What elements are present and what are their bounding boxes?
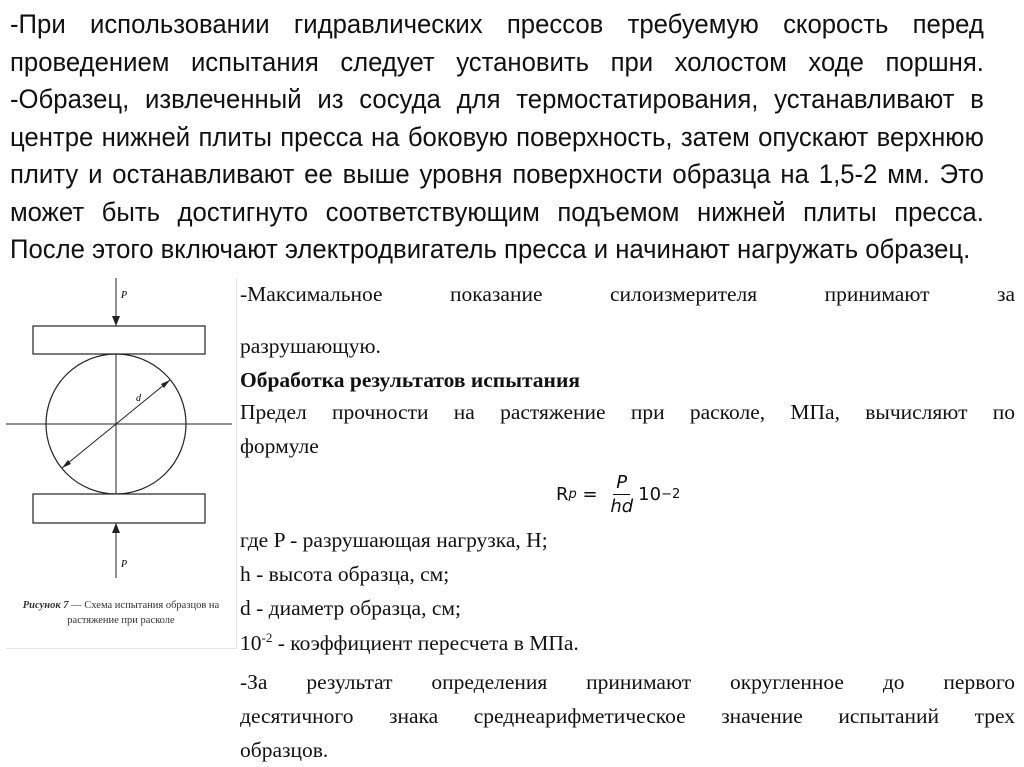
coef-exp: -2 — [261, 630, 273, 645]
section-heading: Обработка результатов испытания — [240, 368, 580, 392]
result-line-1: -За результат определения принимают округленное до первого — [240, 670, 1015, 694]
formula-lhs-sub: p — [568, 487, 577, 502]
strength-line-1: Предел прочности на растяжение при расколе, МПа, вычисляют по — [240, 400, 1015, 424]
where-h-line: h - высота образца, см; — [240, 562, 450, 586]
paragraph-specimen-placement: -Образец, извлеченный из сосуда для термостатирования, устанавливают в центре нижней плиты пресса на боковую поверхность, затем опускают верхнюю плиту и останавливают ее выше уровня поверхности образца на 1,5-2 мм. Это может быть достигнуто соответствующим подъемом нижней плиты пресса. После этого включают электродвигатель пресса и начинают нагружать образец. — [10, 84, 984, 264]
top-force-arrow — [112, 316, 120, 326]
lower-plate — [33, 494, 205, 523]
top-force-label: P — [121, 290, 128, 301]
figure-caption — [8, 598, 234, 628]
formula-fraction — [607, 472, 636, 517]
max-reading-line: -Максимальное показание силоизмерителя принимают за — [240, 282, 1015, 306]
coefficient-line — [240, 630, 579, 656]
coef-text: - коэффициент пересчета в МПа. — [272, 631, 579, 656]
bottom-force-arrow — [112, 523, 120, 533]
formula-factor-exp: −2 — [661, 487, 681, 502]
caption-prefix: Рисунок 7 — [22, 600, 69, 611]
bottom-force-label: P — [121, 559, 128, 570]
caption-text: — Схема испытания образцов на растяжение при расколе — [67, 600, 220, 626]
intro-text — [10, 6, 984, 269]
formula-lhs: R — [556, 484, 569, 505]
where-d-line: d - диаметр образца, см; — [240, 596, 461, 620]
where-p-line: где P - разрушающая нагрузка, Н; — [240, 528, 548, 552]
formula-equals: = — [576, 484, 604, 505]
diameter-label: d — [136, 393, 141, 404]
result-line-3: образцов. — [240, 738, 329, 762]
formula-denominator: hd — [610, 496, 634, 517]
formula-factor: 10 — [638, 484, 662, 505]
formula-numerator: P — [613, 472, 630, 495]
max-reading-cont: разрушающую. — [240, 334, 381, 358]
paragraph-piston-speed: -При использовании гидравлических прессов требуемую скорость перед проведением испытания следует установить при холостом ходе поршня. — [10, 9, 984, 77]
test-scheme-figure — [6, 278, 237, 649]
split-test-diagram — [6, 278, 236, 648]
strength-formula — [556, 472, 680, 517]
coef-base: 10 — [240, 631, 262, 656]
result-line-2: десятичного знака среднеарифметическое значение испытаний трех — [240, 704, 1015, 728]
upper-plate — [33, 326, 205, 354]
strength-line-2: формуле — [240, 434, 319, 458]
